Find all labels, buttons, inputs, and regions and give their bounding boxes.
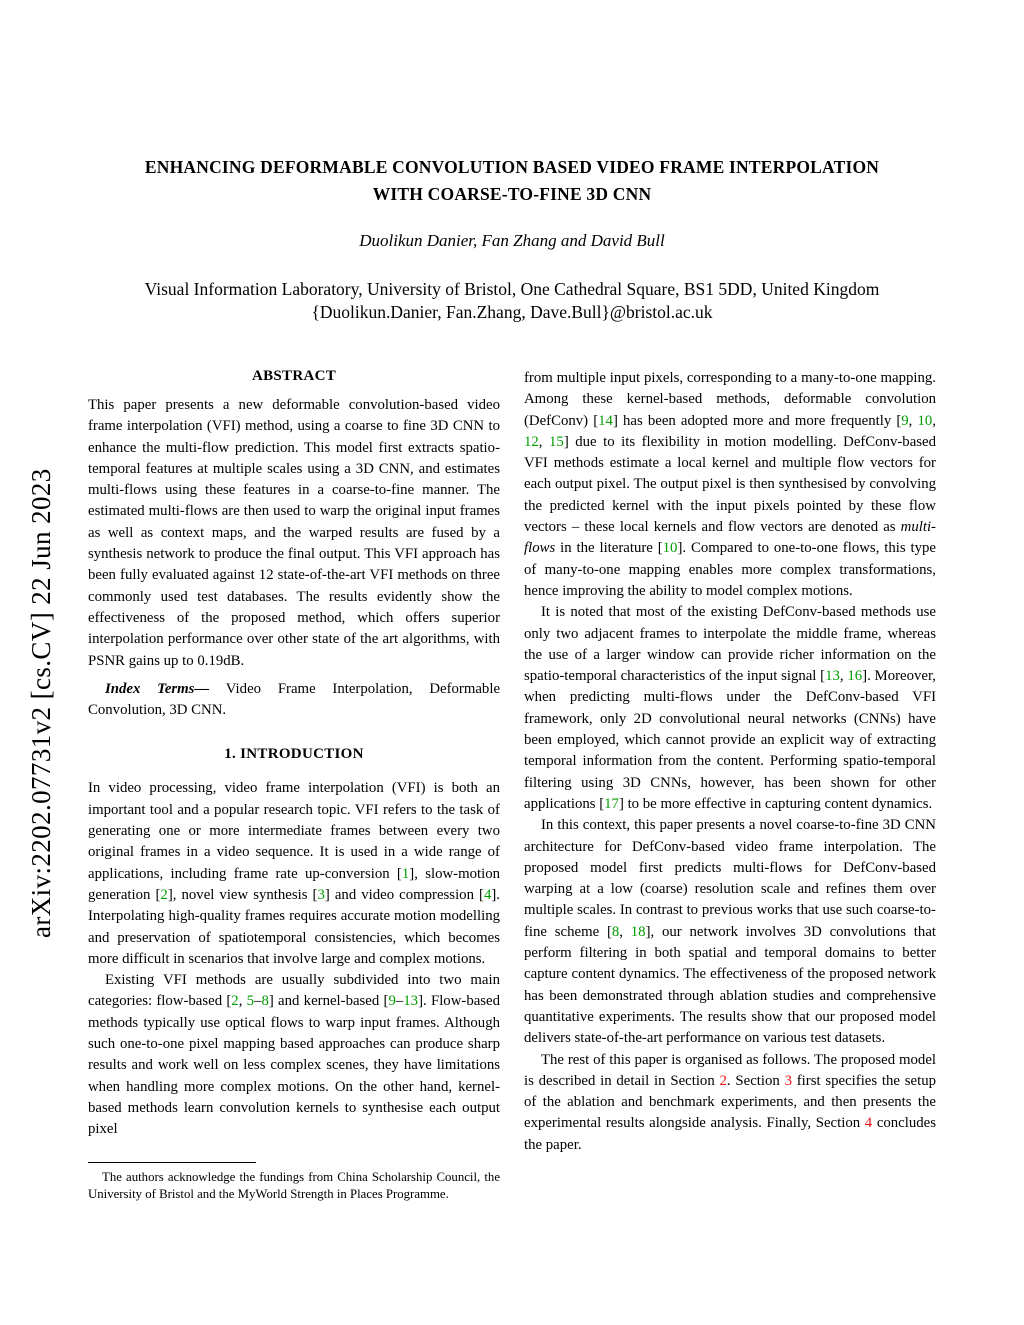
arxiv-stamp: arXiv:2202.07731v2 [cs.CV] 22 Jun 2023 [26, 468, 56, 938]
intro-paragraph-4: In this context, this paper presents a novel coarse-to-fine 3D CNN architecture for DefConv-based video frame interpolation. The proposed model first predicts multi-flows for DefConv-based warping at a low (coarse) resolution scale and refines them over multiple scales. In contrast to previous works that use such coarse-to-fine scheme [8, 18], our network involves 3D convolutions that perform filtering in both spatial and temporal domains to better capture content dynamics. The effectiveness of the proposed network has been demonstrated through ablation studies and comprehensive quantitative experiments. The results show that our proposed model delivers state-of-the-art performance on various test datasets. [524, 817, 936, 1047]
introduction-heading: 1. INTRODUCTION [224, 746, 364, 763]
citation-link[interactable]: 9 [901, 412, 909, 429]
index-terms: Index Terms— Video Frame Interpolation, Deformable Convolution, 3D CNN. [88, 680, 501, 719]
citation-link[interactable]: 9 [388, 993, 396, 1010]
affiliation-block [0, 278, 1024, 324]
citation-link[interactable]: 14 [598, 412, 613, 429]
affiliation: Visual Information Laboratory, University of Bristol, One Cathedral Square, BS1 5DD, United Kingdom [144, 279, 880, 299]
citation-link[interactable]: 13 [403, 993, 419, 1010]
citation-link[interactable]: 5 [246, 993, 255, 1010]
intro-paragraph-1: In video processing, video frame interpolation (VFI) is both an important tool and a popular research topic. VFI refers to the task of generating one or more intermediate frames between every two original frames in a video sequence. It is used in a wide range of applications, including frame rate up-conversion [1], slow-motion generation [2], novel view synthesis [3] and video compression [4]. Interpolating high-quality frames requires accurate motion modelling and preservation of spatiotemporal consistencies, which becomes more difficult in scenarios that involve large and complex motions. [88, 780, 501, 967]
emphasis-text: multi-flows [524, 519, 936, 557]
citation-link[interactable]: 10 [917, 412, 933, 429]
intro-paragraph-3: It is noted that most of the existing DefConv-based methods use only two adjacent frames to interpolate the middle frame, whereas the use of a larger window can provide richer information on the spatio-temporal characteristics of the input signal [13, 16]. Moreover, when predicting multi-flows under the DefConv-based VFI framework, only 2D convolutional neural networks (CNNs) have been employed, which cannot provide an explicit way of extracting temporal information from the content. Performing spatio-temporal filtering using 3D CNNs, however, has been shown for other applications [17] to be more effective in capturing content dynamics. [524, 604, 936, 812]
footnote [88, 1158, 500, 1203]
paper-title-line-2: WITH COARSE-TO-FINE 3D CNN [372, 184, 652, 204]
author-emails: {Duolikun.Danier, Fan.Zhang, Dave.Bull}@bristol.ac.uk [311, 302, 713, 322]
footnote-text: The authors acknowledge the fundings from China Scholarship Council, the University of Bristol and the MyWorld Strength in Places Programme. [88, 1170, 500, 1201]
paper-title-line-1: ENHANCING DEFORMABLE CONVOLUTION BASED VIDEO FRAME INTERPOLATION [144, 157, 880, 177]
citation-link[interactable]: 10 [662, 540, 678, 557]
emphasis-text: Index Terms— [105, 680, 210, 697]
intro-paragraph-2-continued: from multiple input pixels, corresponding to a many-to-one mapping. Among these kernel-based methods, deformable convolution (DefConv) [14] has been adopted more and more frequently [9, 10, 12, 15] due to its flexibility in motion modelling. DefConv-based VFI methods estimate a local kernel and multiple flow vectors for each output pixel. The output pixel is then synthesised by convolving the predicted kernel with the input pixels pointed by these flow vectors – these local kernels and flow vectors are denoted as multi-flows in the literature [10]. Compared to one-to-one flows, this type of many-to-one mapping enables more complex transformations, hence improving the ability to model complex motions. [524, 370, 936, 599]
left-column [88, 368, 500, 1141]
citation-link[interactable]: 15 [549, 433, 564, 450]
citation-link[interactable]: 12 [524, 433, 539, 450]
author-names: Duolikun Danier, Fan Zhang and David Bull [359, 231, 665, 250]
citation-link[interactable]: 2 [160, 886, 168, 903]
intro-paragraph-2: Existing VFI methods are usually subdivided into two main categories: flow-based [2, 5–8] and kernel-based [9–13]. Flow-based methods typically use optical flows to warp input frames. Although such one-to-one pixel mapping based approaches can produce sharp results and work well on less complex scenes, they have limitations when handling more complex motions. On the other hand, kernel-based methods learn convolution kernels to synthesise each output pixel [88, 972, 501, 1138]
section-ref-link[interactable]: 4 [864, 1115, 873, 1132]
citation-link[interactable]: 1 [401, 865, 410, 882]
citation-link[interactable]: 18 [630, 923, 646, 940]
footnote-rule [88, 1162, 256, 1163]
abstract-text: This paper presents a new deformable convolution-based video frame interpolation (VFI) method, using a coarse to fine 3D CNN to enhance the multi-flow prediction. This model first extracts spatio-temporal features at multiple scales using a 3D CNN, and estimates multi-flows using these features in a coarse-to-fine manner. The estimated multi-flows are then used to warp the original input frames as well as context maps, and the warped results are fused by a synthesis network to produce the final output. This VFI approach has been fully evaluated against 12 state-of-the-art VFI methods on three commonly used test databases. The results evidently show the effectiveness of the proposed method, which offers superior interpolation performance over other state of the art algorithms, with PSNR gains up to 0.19dB. [88, 397, 500, 669]
section-ref-link[interactable]: 3 [784, 1072, 792, 1089]
citation-link[interactable]: 8 [611, 923, 620, 940]
citation-link[interactable]: 17 [604, 795, 619, 812]
citation-link[interactable]: 16 [847, 668, 863, 685]
section-ref-link[interactable]: 2 [719, 1072, 727, 1089]
citation-link[interactable]: 4 [483, 886, 492, 903]
citation-link[interactable]: 2 [231, 993, 239, 1010]
citation-link[interactable]: 13 [825, 668, 840, 685]
citation-link[interactable]: 8 [261, 993, 269, 1010]
abstract-heading: ABSTRACT [251, 368, 337, 384]
intro-paragraph-5: The rest of this paper is organised as follows. The proposed model is described in detail in Section 2. Section 3 first specifies the setup of the ablation and benchmark experiments, and then presents the experimental results alongside analysis. Finally, Section 4 concludes the paper. [524, 1051, 936, 1153]
paper-title [0, 154, 1024, 208]
citation-link[interactable]: 3 [317, 886, 325, 903]
right-column [524, 368, 936, 1156]
